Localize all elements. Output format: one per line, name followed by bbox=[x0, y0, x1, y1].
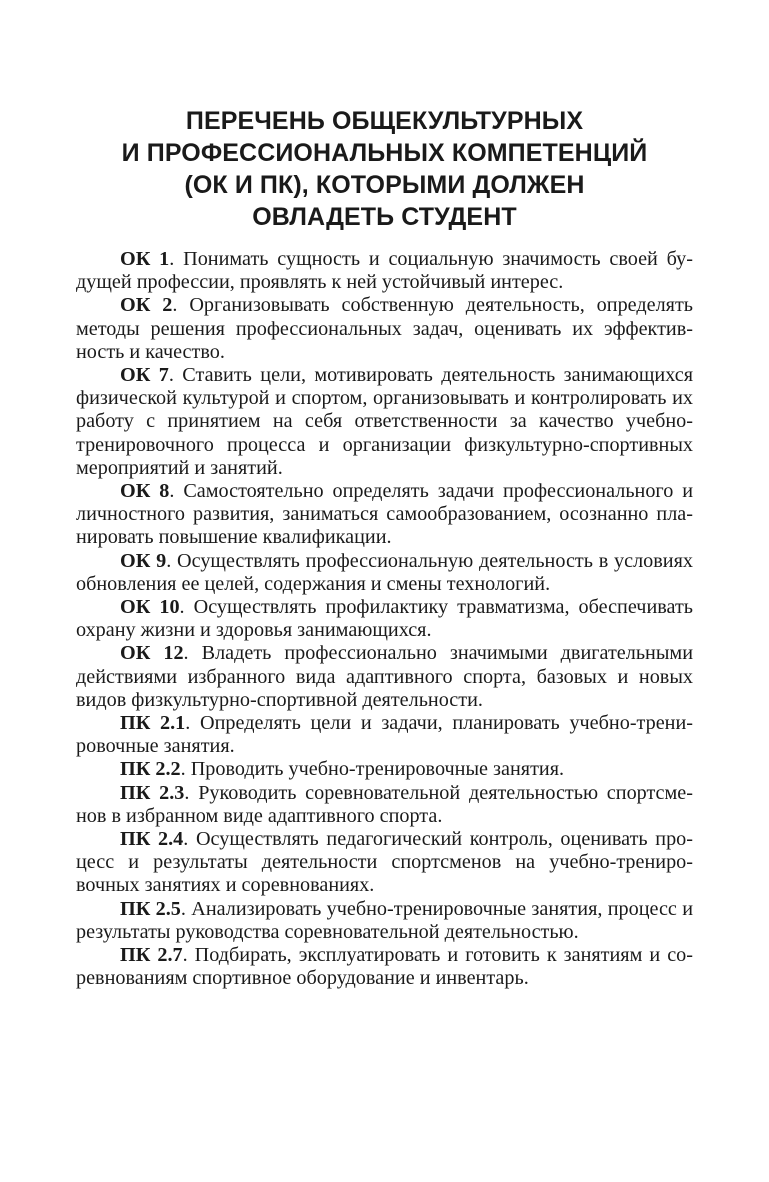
competency-text: . Ставить цели, мотивировать деятельность занимающихся физической культурой и спортом, организовывать и контролировать их работу с принятием на себя ответственности за качество учебно-тренировочного процесса и организации физкультурно-спортивных мероприятий и занятий. bbox=[76, 364, 693, 479]
competency-pk-2-5 bbox=[76, 898, 693, 944]
competency-ok-9 bbox=[76, 550, 693, 596]
competency-code: ОК 7 bbox=[120, 364, 169, 387]
competency-text: . Определять цели и задачи, планировать учебно-тренировочные занятия. bbox=[76, 712, 694, 758]
competency-ok-1 bbox=[76, 248, 693, 294]
competency-code: ПК 2.1 bbox=[120, 712, 186, 735]
competency-code: ПК 2.5 bbox=[120, 897, 181, 920]
competency-ok-8 bbox=[76, 480, 693, 550]
competency-pk-2-7 bbox=[76, 944, 693, 990]
title-line: ОВЛАДЕТЬ СТУДЕНТ bbox=[252, 203, 517, 231]
competency-pk-2-4 bbox=[76, 828, 693, 898]
competency-code: ОК 9 bbox=[120, 549, 167, 572]
competency-text: . Анализировать учебно-тренировочные занятия, процесс и результаты руководства соревновательной деятельностью. bbox=[76, 897, 693, 943]
title-line: (ОК И ПК), КОТОРЫМИ ДОЛЖЕН bbox=[184, 171, 585, 199]
competency-pk-2-2 bbox=[76, 758, 693, 781]
competency-code: ОК 2 bbox=[120, 294, 173, 317]
title-line: И ПРОФЕССИОНАЛЬНЫХ КОМПЕТЕНЦИЙ bbox=[121, 139, 648, 167]
competency-code: ПК 2.2 bbox=[120, 758, 181, 781]
document-page bbox=[76, 105, 693, 991]
competency-text: . Самостоятельно определять задачи профессионального и личностного развития, заниматься самообразованием, осознанно планировать повышение квалификации. bbox=[76, 480, 694, 549]
competency-text: . Организовывать собственную деятельность, определять методы решения профессиональных задач, оценивать их эффективность и качество. bbox=[76, 294, 693, 363]
competency-text: . Владеть профессионально значимыми двигательными действиями избранного вида адаптивного спорта, базовых и новых видов физкультурно-спортивной деятельности. bbox=[76, 642, 693, 711]
competency-code: ПК 2.4 bbox=[120, 828, 184, 851]
competency-code: ОК 12 bbox=[120, 642, 184, 665]
competency-text: . Подбирать, эксплуатировать и готовить к занятиям и соревнованиям спортивное оборудование и инвентарь. bbox=[76, 944, 693, 990]
competency-pk-2-1 bbox=[76, 712, 693, 758]
competency-code: ОК 10 bbox=[120, 596, 180, 619]
competency-code: ОК 8 bbox=[120, 480, 170, 503]
competency-ok-2 bbox=[76, 294, 693, 364]
competency-text: . Осуществлять профессиональную деятельность в условиях обновления ее целей, содержания и смены технологий. bbox=[76, 549, 693, 595]
competency-pk-2-3 bbox=[76, 782, 693, 828]
competency-ok-7 bbox=[76, 364, 693, 480]
competency-text: . Понимать сущность и социальную значимость своей будущей профессии, проявлять к ней устойчивый интерес. bbox=[76, 248, 693, 294]
page-title bbox=[76, 105, 693, 233]
competency-text: . Осуществлять профилактику травматизма, обеспечивать охрану жизни и здоровья занимающихся. bbox=[76, 596, 693, 642]
competency-text: . Руководить соревновательной деятельностью спортсменов в избранном виде адаптивного спорта. bbox=[76, 781, 693, 827]
competency-text: . Осуществлять педагогический контроль, оценивать процесс и результаты деятельности спортсменов на учебно-тренировочных занятиях и соревнованиях. bbox=[76, 828, 694, 897]
competency-ok-10 bbox=[76, 596, 693, 642]
competency-text: . Проводить учебно-тренировочные занятия. bbox=[180, 758, 565, 781]
competency-ok-12 bbox=[76, 642, 693, 712]
title-line: ПЕРЕЧЕНЬ ОБЩЕКУЛЬТУРНЫХ bbox=[185, 107, 584, 135]
competency-code: ПК 2.3 bbox=[120, 781, 185, 804]
competency-code: ПК 2.7 bbox=[120, 944, 183, 967]
competency-code: ОК 1 bbox=[120, 248, 170, 270]
